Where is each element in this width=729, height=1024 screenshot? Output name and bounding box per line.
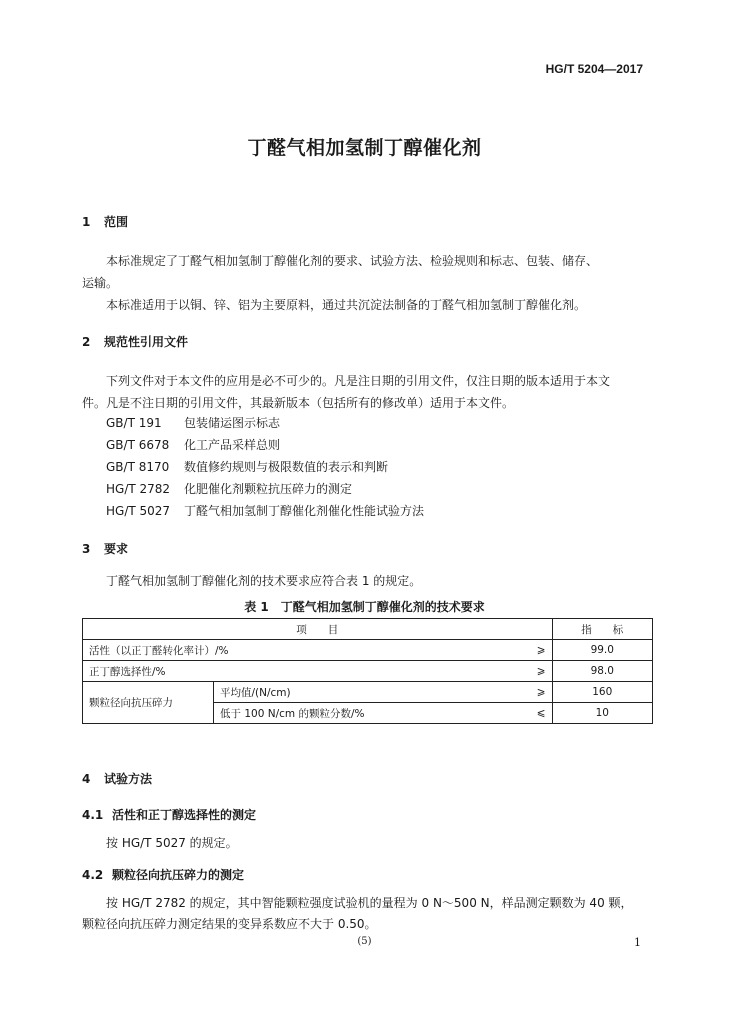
section-1-heading [82, 213, 128, 230]
standard-number: HG/T 5204—2017 [545, 62, 643, 76]
section-4-2-para-line-2: 颗粒径向抗压碎力测定结果的变异系数应不大于 0.50。 [82, 917, 377, 931]
reference-item [106, 436, 280, 453]
section-4-2-para-line-1: 按 HG/T 2782 的规定，其中智能颗粒强度试验机的量程为 0 N～500 N，样品测定颗数为 40 颗， [106, 896, 633, 910]
section-number: 4 [82, 772, 91, 786]
section-1-para-2: 本标准适用于以铜、锌、铝为主要原料，通过共沉淀法制备的丁醛气相加氢制丁醇催化剂。 [106, 298, 587, 312]
section-2-para-line-1: 下列文件对于本文件的应用是必不可少的。凡是注日期的引用文件，仅注日期的版本适用于本文 [106, 374, 611, 388]
row-symbol: ⩾ [520, 682, 553, 703]
page-sequence: (5) [357, 936, 372, 947]
header-item: 项 目 [83, 619, 553, 640]
reference-title: 数值修约规则与极限数值的表示和判断 [184, 460, 389, 474]
section-4-heading [82, 770, 152, 787]
section-4-2-heading [82, 866, 244, 883]
section-4-1-para: 按 HG/T 5027 的规定。 [106, 836, 238, 850]
row-symbol: ⩾ [520, 640, 553, 661]
header-value: 指 标 [552, 619, 652, 640]
row-value: 10 [552, 703, 652, 724]
section-2-heading [82, 333, 188, 350]
table-row [83, 640, 653, 661]
row-label: 正丁醇选择性/% [83, 661, 520, 682]
section-number: 3 [82, 542, 91, 556]
section-1-para-1-line-1: 本标准规定了丁醛气相加氢制丁醇催化剂的要求、试验方法、检验规则和标志、包装、储存、 [106, 254, 599, 268]
section-1-para-1-line-2: 运输。 [82, 276, 119, 290]
section-number: 4.1 [82, 808, 104, 822]
reference-code: HG/T 2782 [106, 482, 171, 496]
section-title: 试验方法 [104, 772, 153, 786]
row-symbol: ⩽ [520, 703, 553, 724]
row-symbol: ⩾ [520, 661, 553, 682]
row-group-label: 颗粒径向抗压碎力 [83, 682, 214, 724]
reference-code: HG/T 5027 [106, 504, 171, 518]
reference-code: GB/T 8170 [106, 460, 170, 474]
section-4-1-heading [82, 806, 256, 823]
section-title: 要求 [104, 542, 129, 556]
row-value: 98.0 [552, 661, 652, 682]
table-row [83, 682, 653, 703]
reference-item [106, 502, 424, 519]
page-number: 1 [634, 936, 641, 949]
reference-title: 包装储运图示标志 [184, 416, 281, 430]
row-value: 99.0 [552, 640, 652, 661]
section-title: 活性和正丁醇选择性的测定 [112, 808, 257, 822]
reference-item [106, 480, 352, 497]
section-title: 范围 [104, 215, 129, 229]
reference-title: 化肥催化剂颗粒抗压碎力的测定 [184, 482, 353, 496]
row-label: 活性（以正丁醛转化率计）/% [83, 640, 520, 661]
section-number: 2 [82, 335, 91, 349]
section-3-para: 丁醛气相加氢制丁醇催化剂的技术要求应符合表 1 的规定。 [106, 574, 422, 588]
section-title: 颗粒径向抗压碎力的测定 [112, 868, 245, 882]
row-value: 160 [552, 682, 652, 703]
row-label: 平均值/(N/cm) [214, 682, 520, 703]
table-row [83, 661, 653, 682]
reference-code: GB/T 191 [106, 416, 162, 430]
reference-title: 丁醛气相加氢制丁醇催化剂催化性能试验方法 [184, 504, 425, 518]
section-3-heading [82, 540, 128, 557]
row-label: 低于 100 N/cm 的颗粒分数/% [214, 703, 520, 724]
section-title: 规范性引用文件 [104, 335, 189, 349]
table-header-row [83, 619, 653, 640]
document-title: 丁醛气相加氢制丁醇催化剂 [247, 137, 482, 159]
reference-item [106, 414, 280, 431]
section-number: 4.2 [82, 868, 104, 882]
reference-code: GB/T 6678 [106, 438, 170, 452]
reference-item [106, 458, 388, 475]
section-2-para-line-2: 件。凡是不注日期的引用文件，其最新版本（包括所有的修改单）适用于本文件。 [82, 396, 515, 410]
table-caption: 表 1 丁醛气相加氢制丁醇催化剂的技术要求 [244, 600, 485, 614]
reference-title: 化工产品采样总则 [184, 438, 281, 452]
section-number: 1 [82, 215, 91, 229]
requirements-table [82, 618, 653, 724]
